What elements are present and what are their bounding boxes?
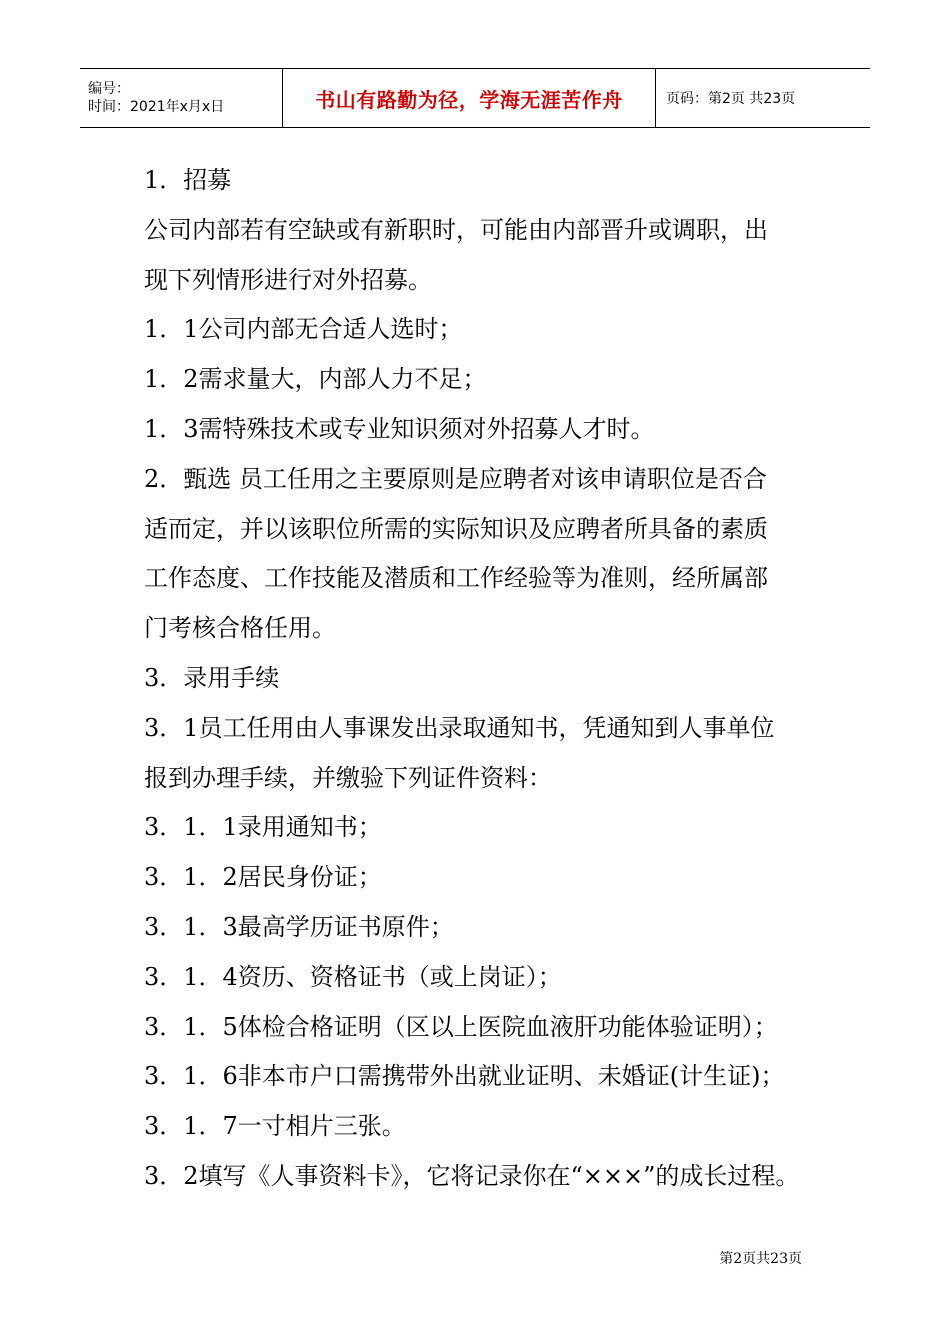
body-line: 门考核合格任用。: [144, 614, 336, 643]
body-line: 1．招募: [144, 166, 232, 194]
body-line: 3．1．3最高学历证书原件；: [144, 912, 454, 941]
body-line: 现下列情形进行对外招募。: [144, 265, 432, 294]
body-line: 公司内部若有空缺或有新职时，可能由内部晋升或调职，出: [144, 215, 768, 244]
time-label: 时间：2021年x月x日: [88, 99, 225, 115]
body-line: 3．1．2居民身份证；: [144, 863, 382, 892]
body-line: 报到办理手续，并缴验下列证件资料：: [144, 763, 552, 792]
body-line: 3．1．1录用通知书；: [144, 813, 382, 842]
serial-number-label: 编号：: [88, 81, 130, 97]
body-line: 3．录用手续: [144, 663, 280, 692]
body-line: 3．1员工任用由人事课发出录取通知书，凭通知到人事单位: [144, 713, 775, 742]
body-line: 3．1．5体检合格证明（区以上医院血液肝功能体验证明）；: [144, 1012, 778, 1041]
body-line: 工作态度、工作技能及潜质和工作经验等为准则，经所属部: [144, 564, 768, 593]
header-page-label: 页码：第2页 共23页: [666, 91, 796, 107]
header-right-cell: [656, 69, 870, 127]
header-motto-cell: [282, 69, 656, 127]
header-motto: 书山有路勤为径，学海无涯苦作舟: [315, 87, 623, 112]
body-line: 3．1．7一寸相片三张。: [144, 1112, 406, 1141]
document-body: [144, 156, 812, 1202]
body-line: 1．2需求量大，内部人力不足；: [144, 365, 487, 394]
body-line: 适而定，并以该职位所需的实际知识及应聘者所具备的素质: [144, 514, 768, 543]
header-left-cell: [80, 69, 282, 127]
body-line: 1．3需特殊技术或专业知识须对外招募人才时。: [144, 414, 655, 443]
body-line: 3．2填写《人事资料卡》，它将记录你在“×××”的成长过程。: [144, 1161, 800, 1190]
body-line: 3．1．6非本市户口需携带外出就业证明、未婚证(计生证)；: [144, 1062, 785, 1091]
body-line: 3．1．4资历、资格证书（或上岗证）；: [144, 962, 562, 991]
body-line: 1．1公司内部无合适人选时；: [144, 315, 463, 344]
document-header: [80, 68, 870, 128]
page-footer: 第2页共23页: [719, 1251, 802, 1267]
body-line: 2．甄选 员工任用之主要原则是应聘者对该申请职位是否合: [144, 464, 767, 493]
